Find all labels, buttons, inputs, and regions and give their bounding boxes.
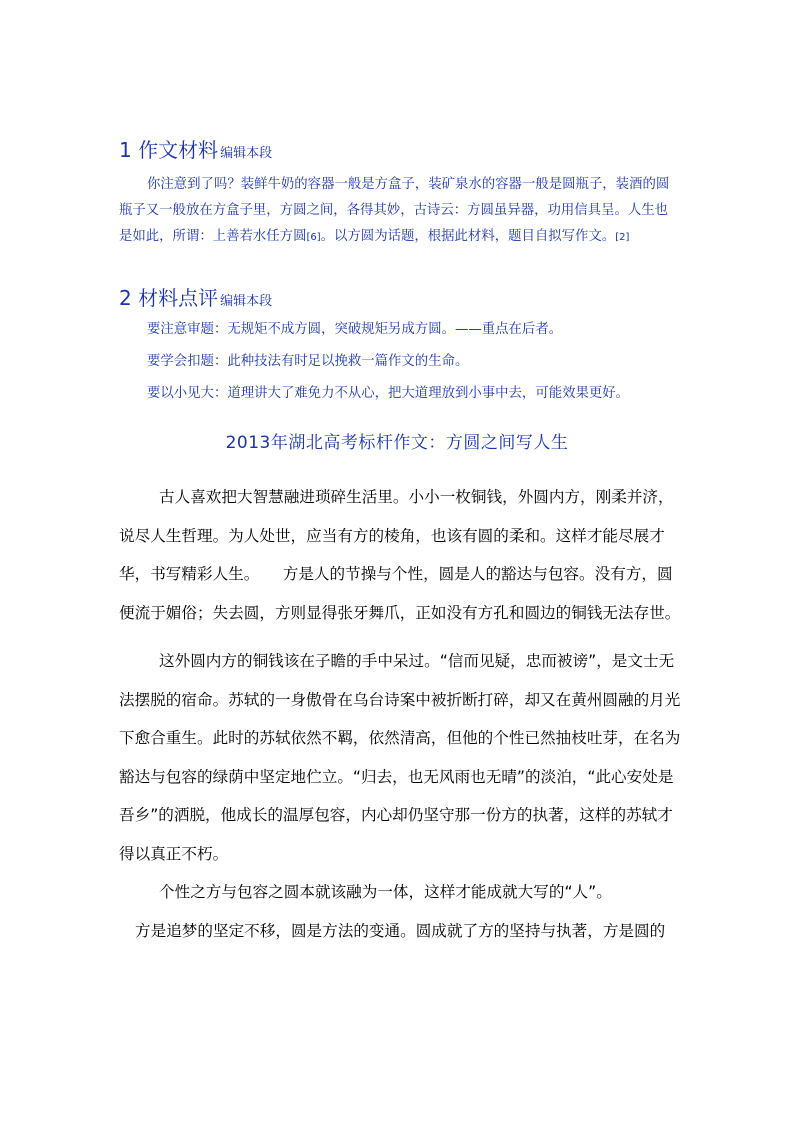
section-number: 2 bbox=[119, 286, 132, 310]
reference-link[interactable]: [2] bbox=[615, 232, 630, 243]
section-number: 1 bbox=[119, 138, 132, 162]
essay-paragraph: 个性之方与包容之圆本就该融为一体，这样才能成就大写的“人”。 bbox=[159, 883, 612, 901]
edit-section-link[interactable]: 编辑本段 bbox=[220, 146, 273, 161]
material-text-end: 。以方圆为话题，根据此材料，题目自拟写作文。 bbox=[320, 229, 616, 244]
section-title: 材料点评 bbox=[138, 286, 219, 310]
review-item: 要学会扣题：此种技法有时足以挽救一篇作文的生命。 bbox=[147, 354, 469, 369]
material-paragraph bbox=[119, 172, 679, 251]
essay-body bbox=[119, 478, 681, 950]
edit-section-link[interactable]: 编辑本段 bbox=[220, 294, 273, 309]
essay-paragraph: 方是追梦的坚定不移，圆是方法的变通。圆成就了方的坚持与执著，方是圆的 bbox=[135, 921, 666, 940]
essay-title: 2013年湖北高考标杆作文：方圆之间写人生 bbox=[225, 433, 569, 453]
section-title: 作文材料 bbox=[138, 138, 219, 162]
essay-paragraph: 古人喜欢把大智慧融进琐碎生活里。小小一枚铜钱，外圆内方，刚柔并济，说尽人生哲理。为人处世，应当有方的棱角，也该有圆的柔和。这样才能尽展才华，书写精彩人生。 方是人的节操与个性，圆是人的豁达与包容。没有方，圆便流于媚俗；失去圆，方则显得张牙舞爪，正如没有方孔和圆边的铜钱无法存世。 bbox=[119, 488, 681, 622]
essay-paragraph: 这外圆内方的铜钱该在子瞻的手中呆过。“信而见疑，忠而被谤”，是文士无法摆脱的宿命。苏轼的一身傲骨在乌台诗案中被折断打碎，却又在黄州圆融的月光下愈合重生。此时的苏轼依然不羁，依然清高，但他的个性已然抽枝吐芽，在名为豁达与包容的绿荫中坚定地伫立。“归去，也无风雨也无晴”的淡泊，“此心安处是吾乡”的洒脱，他成长的温厚包容，内心却仍坚守那一份方的执著，这样的苏轼才得以真正不朽。 bbox=[119, 652, 681, 863]
material-text: 你注意到了吗？装鲜牛奶的容器一般是方盒子，装矿泉水的容器一般是圆瓶子，装酒的圆瓶子又一般放在方盒子里，方圆之间，各得其妙，古诗云：方圆虽异器，功用信具呈。人生也是如此，所谓：上善若水任方圆 bbox=[119, 177, 670, 244]
review-list bbox=[147, 314, 629, 410]
review-item: 要以小见大：道理讲大了难免力不从心，把大道理放到小事中去，可能效果更好。 bbox=[147, 386, 630, 401]
section-heading-review bbox=[119, 286, 272, 314]
reference-link[interactable]: [6] bbox=[306, 232, 321, 243]
section-heading-material bbox=[119, 138, 272, 166]
review-item: 要注意审题：无规矩不成方圆，突破规矩另成方圆。——重点在后者。 bbox=[147, 322, 563, 337]
